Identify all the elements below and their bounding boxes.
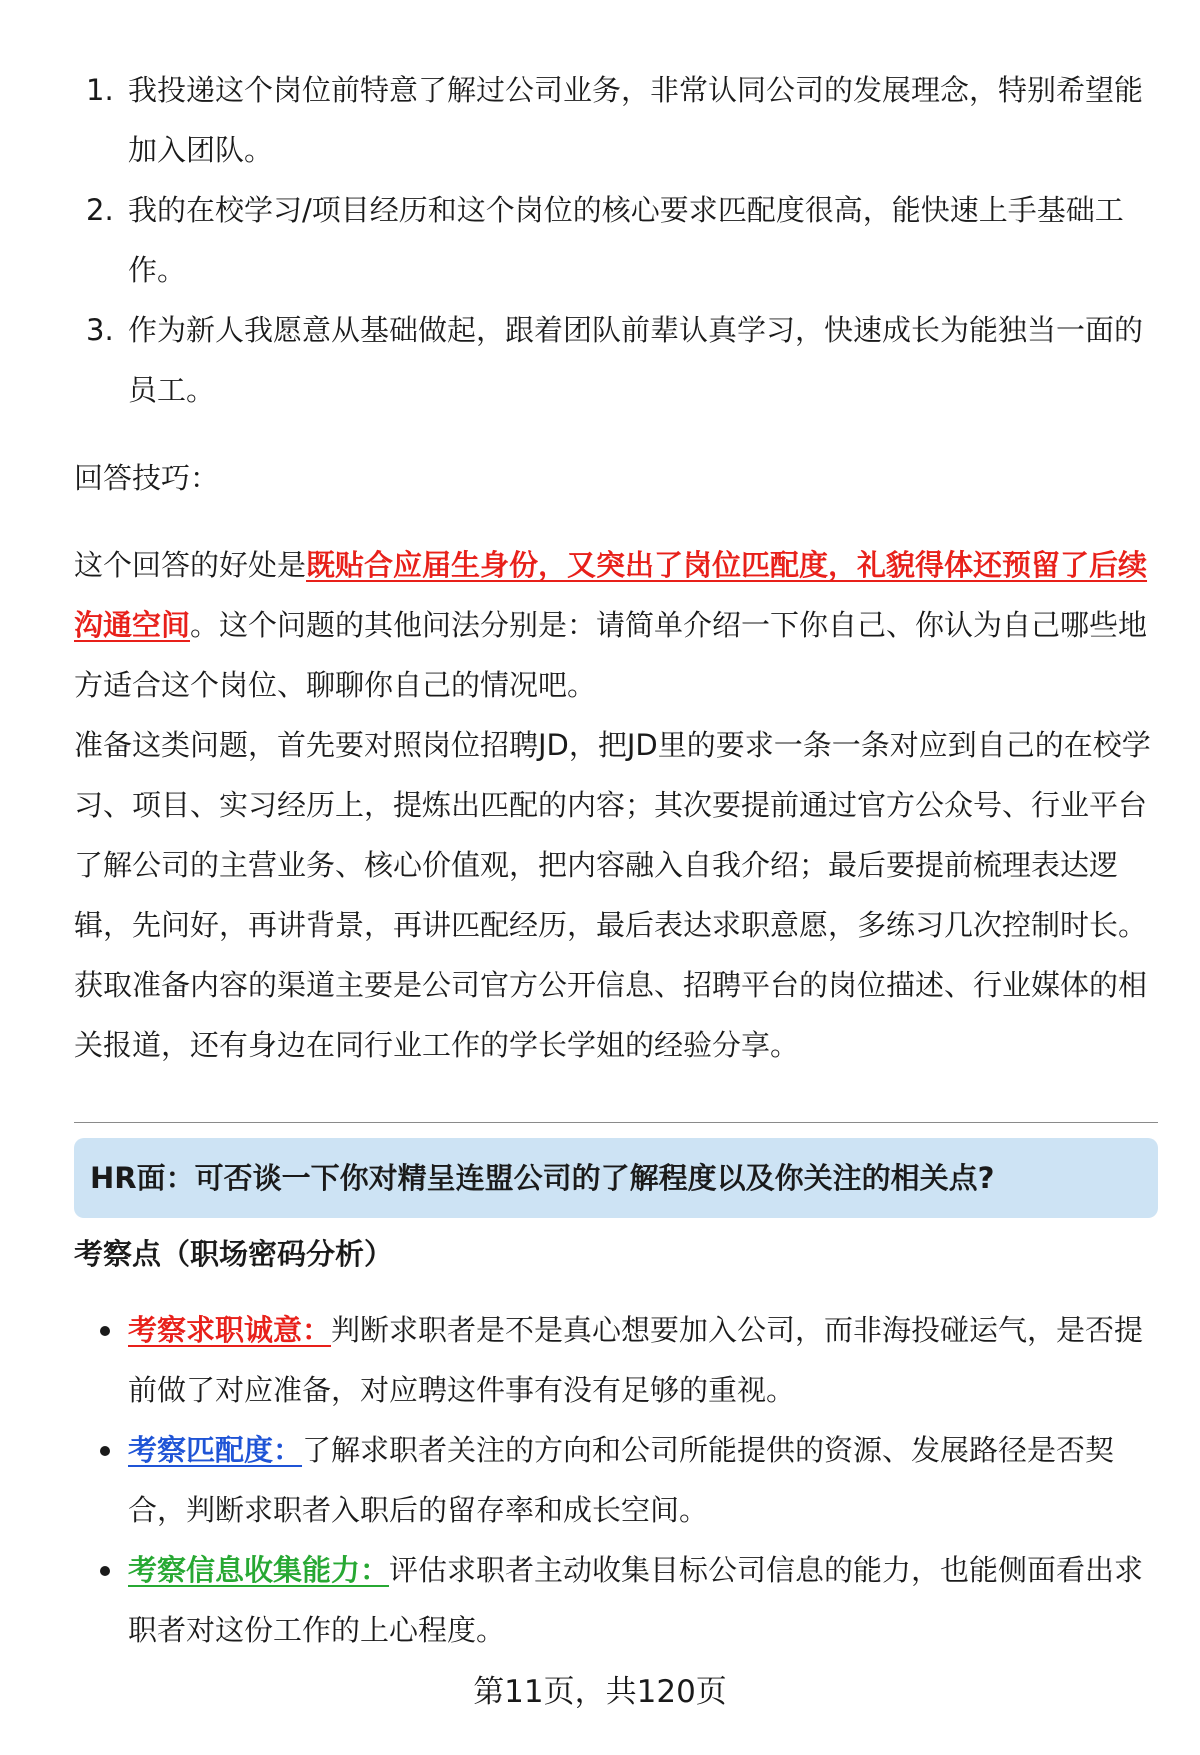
list-item-text: 作为新人我愿意从基础做起，跟着团队前辈认真学习，快速成长为能独当一面的员工。 [128, 313, 1144, 407]
list-number: 2. [86, 193, 114, 227]
assessment-list [74, 1300, 1164, 1660]
tips-label: 回答技巧： [74, 461, 220, 495]
list-number: 3. [86, 313, 114, 347]
section-divider [74, 1122, 1158, 1123]
bullet-key: 考察求职诚意： [128, 1313, 332, 1347]
list-item [74, 1540, 1164, 1660]
bullet-icon [100, 1326, 110, 1336]
paragraph-prefix: 这个回答的好处是 [74, 548, 307, 582]
bullet-icon [100, 1446, 110, 1456]
list-item [74, 60, 1164, 180]
list-item [74, 1420, 1164, 1540]
bullet-text: 评估求职者主动收集目标公司信息的能力，也能侧面看出求职者对这份工作的上心程度。 [128, 1553, 1144, 1647]
tips-paragraph-second: 准备这类问题，首先要对照岗位招聘JD，把JD里的要求一条一条对应到自己的在校学习、项目、实习经历上，提炼出匹配的内容；其次要提前通过官方公众号、行业平台了解公司的主营业务、核心价值观，把内容融入自我介绍；最后要提前梳理表达逻辑，先问好，再讲背景，再讲匹配经历，最后表达求职意愿，多练习几次控制时长。获取准备内容的渠道主要是公司官方公开信息、招聘平台的岗位描述、行业媒体的相关报道，还有身边在同行业工作的学长学姐的经验分享。 [74, 728, 1151, 1062]
tips-paragraph [74, 535, 1164, 1075]
bullet-key: 考察信息收集能力： [128, 1553, 390, 1587]
list-item [74, 1300, 1164, 1420]
section-title: 考察点（职场密码分析） [74, 1237, 394, 1271]
list-number: 1. [86, 73, 114, 107]
list-item-text: 我投递这个岗位前特意了解过公司业务，非常认同公司的发展理念，特别希望能加入团队。 [128, 73, 1144, 167]
list-item-text: 我的在校学习/项目经历和这个岗位的核心要求匹配度很高，能快速上手基础工作。 [128, 193, 1124, 287]
answer-list [74, 60, 1164, 420]
bullet-icon [100, 1566, 110, 1576]
question-box: HR面：可否谈一下你对精呈连盟公司的了解程度以及你关注的相关点? [74, 1138, 1158, 1218]
bullet-key: 考察匹配度： [128, 1433, 303, 1467]
list-item [74, 300, 1164, 420]
paragraph-suffix: 。这个问题的其他问法分别是：请简单介绍一下你自己、你认为自己哪些地方适合这个岗位、聊聊你自己的情况吧。 [74, 608, 1148, 702]
page-footer: 第11页，共120页 [473, 1674, 727, 1710]
tips-paragraph-first [74, 535, 1164, 715]
list-item [74, 180, 1164, 300]
bullet-text: 判断求职者是不是真心想要加入公司，而非海投碰运气，是否提前做了对应准备，对应聘这件事有没有足够的重视。 [128, 1313, 1144, 1407]
bullet-text: 了解求职者关注的方向和公司所能提供的资源、发展路径是否契合，判断求职者入职后的留存率和成长空间。 [128, 1433, 1115, 1527]
paragraph-highlight: 既贴合应届生身份，又突出了岗位匹配度，礼貌得体还预留了后续沟通空间 [74, 548, 1148, 642]
